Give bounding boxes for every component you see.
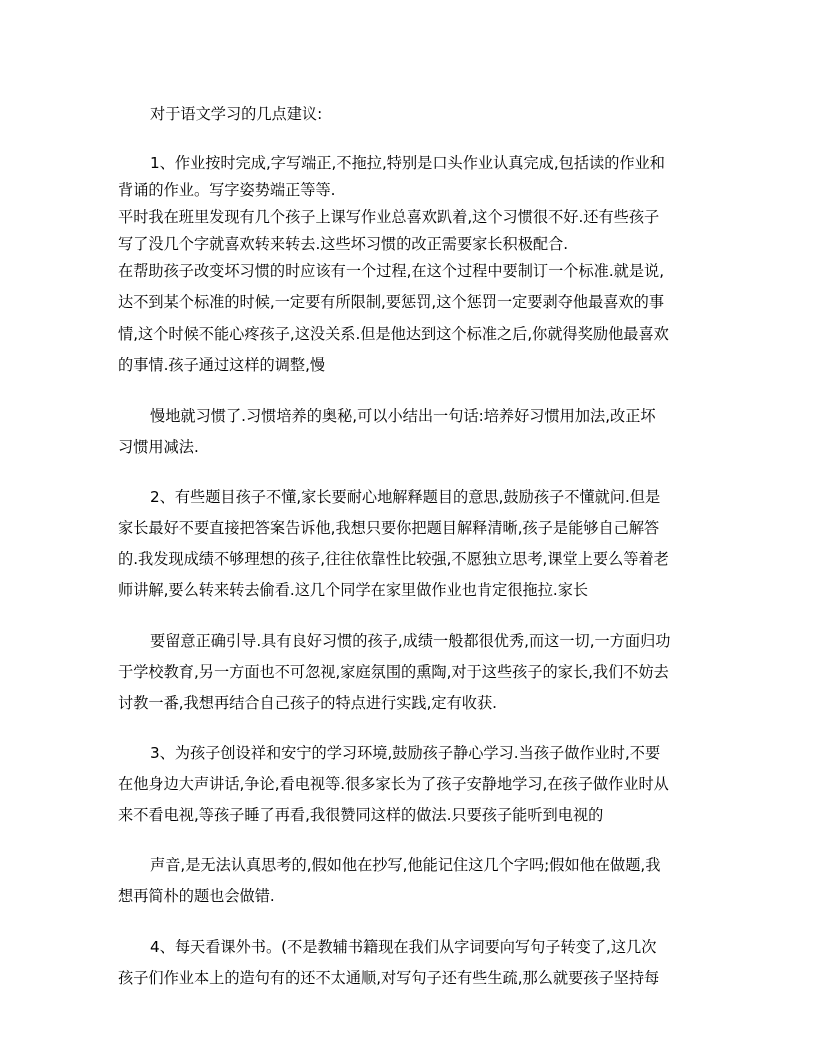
paragraph-line: 师讲解,要么转来转去偷看.这几个同学在家里做作业也肯定很拖拉.家长 — [118, 581, 589, 599]
paragraph-line: 背诵的作业。写字姿势端正等等. — [118, 181, 336, 199]
paragraph-line: 要留意正确引导.具有良好习惯的孩子,成绩一般都很优秀,而这一切,一方面归功 — [150, 632, 671, 650]
paragraph-line: 写了没几个字就喜欢转来转去.这些坏习惯的改正需要家长积极配合. — [118, 235, 569, 253]
paragraph-line: 平时我在班里发现有几个孩子上课写作业总喜欢趴着,这个习惯很不好.还有些孩子 — [118, 208, 660, 226]
document-title: 对于语文学习的几点建议: — [150, 105, 323, 123]
paragraph-line: 在帮助孩子改变坏习惯的时应该有一个过程,在这个过程中要制订一个标准.就是说, — [118, 262, 665, 280]
paragraph-line: 家长最好不要直接把答案告诉他,我想只要你把题目解释清晰,孩子是能够自己解答 — [118, 519, 660, 537]
paragraph-line: 慢地就习惯了.习惯培养的奥秘,可以小结出一句话:培养好习惯用加法,改正坏 — [150, 407, 656, 425]
paragraph-line: 在他身边大声讲话,争论,看电视等.很多家长为了孩子安静地学习,在孩子做作业时从 — [118, 775, 669, 793]
paragraph-line: 的事情.孩子通过这样的调整,慢 — [118, 356, 326, 374]
paragraph-line: 的.我发现成绩不够理想的孩子,往往依靠性比较强,不愿独立思考,课堂上要么等着老 — [118, 550, 669, 568]
paragraph-line: 情,这个时候不能心疼孩子,这没关系.但是他达到这个标准之后,你就得奖励他最喜欢 — [118, 325, 669, 343]
paragraph-line: 于学校教育,另一方面也不可忽视,家庭氛围的熏陶,对于这些孩子的家长,我们不妨去 — [118, 663, 669, 681]
paragraph-line: 来不看电视,等孩子睡了再看,我很赞同这样的做法.只要孩子能听到电视的 — [118, 806, 604, 824]
paragraph-line: 讨教一番,我想再结合自己孩子的特点进行实践,定有收获. — [118, 694, 497, 712]
paragraph-line: 3、为孩子创设祥和安宁的学习环境,鼓励孩子静心学习.当孩子做作业时,不要 — [150, 744, 661, 762]
paragraph-line: 孩子们作业本上的造句有的还不太通顺,对写句子还有些生疏,那么就要孩子坚持每 — [118, 969, 660, 987]
paragraph-line: 想再简朴的题也会做错. — [118, 887, 275, 905]
paragraph-line: 习惯用减法. — [118, 438, 199, 456]
paragraph-line: 2、有些题目孩子不懂,家长要耐心地解释题目的意思,鼓励孩子不懂就问.但是 — [150, 488, 661, 506]
paragraph-line: 4、每天看课外书。(不是教辅书籍现在我们从字词要向写句子转变了,这几次 — [150, 938, 657, 956]
paragraph-line: 声音,是无法认真思考的,假如他在抄写,他能记住这几个字吗;假如他在做题,我 — [150, 856, 661, 874]
paragraph-line: 1、作业按时完成,字写端正,不拖拉,特别是口头作业认真完成,包括读的作业和 — [150, 154, 665, 172]
paragraph-line: 达不到某个标准的时候,一定要有所限制,要惩罚,这个惩罚一定要剥夺他最喜欢的事 — [118, 293, 665, 311]
